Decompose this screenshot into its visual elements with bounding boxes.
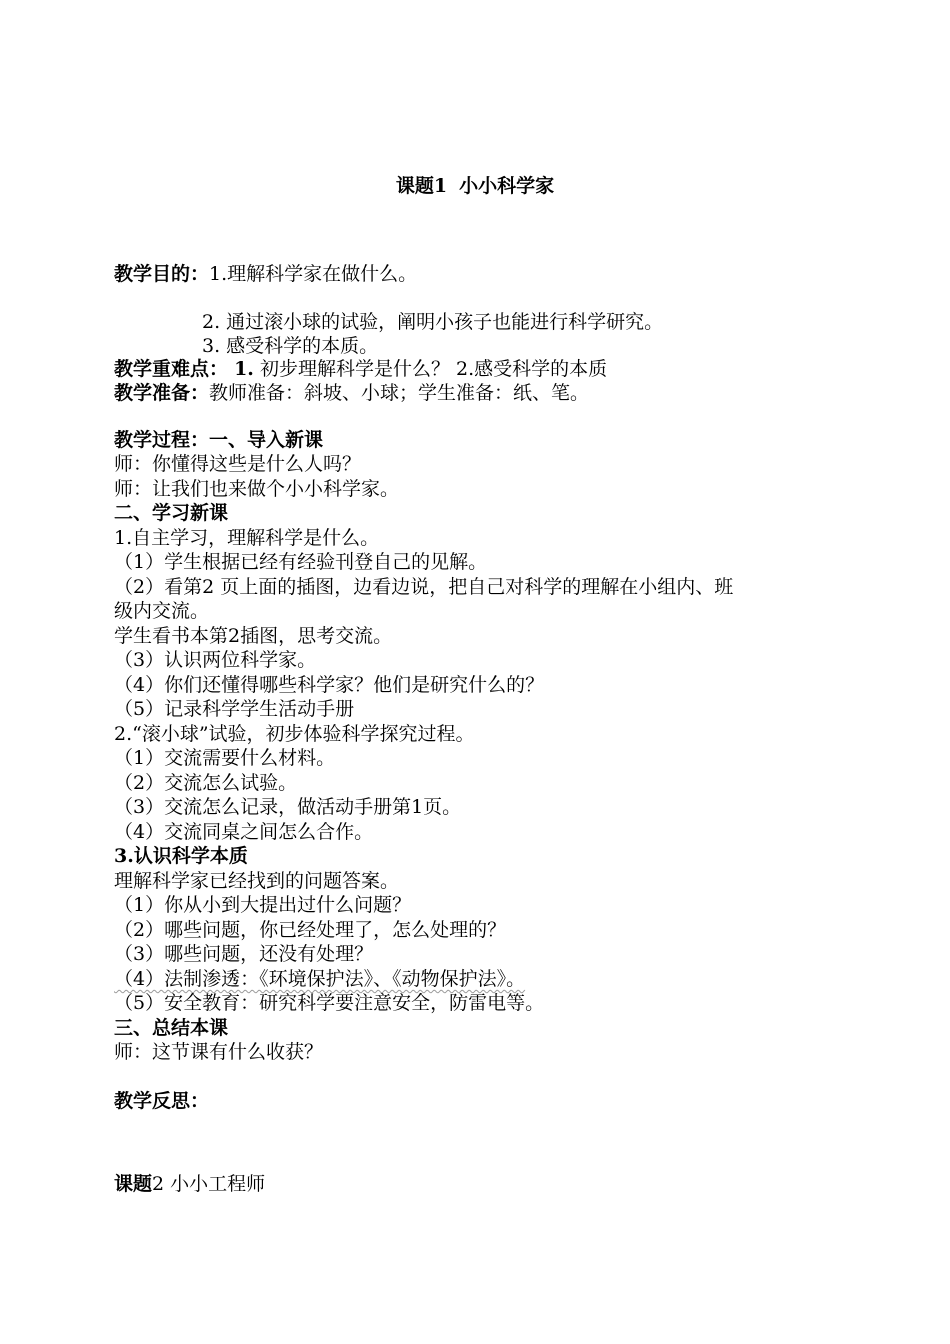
text-line: 学生看书本第2插图，思考交流。 [114,625,393,647]
text-line: （1）交流需要什么材料。 [114,747,336,769]
section-new-lesson-heading: 二、学习新课 [114,502,229,524]
text-line: 2.“滚小球”试验，初步体验科学探究过程。 [114,723,475,745]
text-line: （3）交流怎么记录，做活动手册第1页。 [114,796,462,818]
text-line [114,967,525,991]
text-line: （2）哪些问题，你已经处理了，怎么处理的？ [114,919,507,941]
text-line: （4）你们还懂得哪些科学家？他们是研究什么的？ [114,674,545,696]
text-line: 师：这节课有什么收获？ [114,1041,324,1063]
text-line: 1.自主学习，理解科学是什么。 [114,527,380,549]
text-line: （2）交流怎么试验。 [114,772,298,794]
objective-2: 2. 通过滚小球的试验，阐明小孩子也能进行科学研究。 [202,311,664,333]
text-line: 理解科学家已经找到的问题答案。 [114,870,400,892]
text-line: （5）安全教育：研究科学要注意安全，防雷电等。 [114,992,545,1014]
key-points-label: 教学重难点： [114,358,229,380]
preparation-label: 教学准备： [114,382,210,404]
text-line: （3）哪些问题，还没有处理？ [114,943,374,965]
objectives-line [114,262,417,286]
law-education-text: （4）法制渗透：《环境保护法》、《动物保护法》。 [114,968,526,990]
text-line: （1）你从小到大提出过什么问题？ [114,894,412,916]
objective-1: 1.理解科学家在做什么。 [209,263,418,285]
title-label: 课题1 [395,175,448,197]
text-line: （4）交流同桌之间怎么合作。 [114,821,374,843]
next-title-name: 2 小小工程师 [152,1173,266,1195]
text-line: （5）记录科学学生活动手册 [114,698,355,720]
reflection-label: 教学反思： [114,1090,210,1112]
next-lesson-title [114,1172,265,1196]
section-intro-heading: 一、导入新课 [209,429,324,451]
section-summary-heading: 三、总结本课 [114,1017,229,1039]
objective-3: 3. 感受科学的本质。 [202,335,379,357]
text-line: 级内交流。 [114,600,210,622]
key-points-text: 初步理解科学是什么？ 2.感受科学的本质 [259,358,608,380]
text-line: （2）看第2 页上面的插图，边看边说，把自己对科学的理解在小组内、班 [114,576,734,598]
key-points-line [114,357,607,381]
preparation-line [114,381,589,405]
process-label: 教学过程： [114,429,210,451]
text-line: 师：让我们也来做个小小科学家。 [114,478,400,500]
process-heading [114,428,323,452]
text-line: 师：你懂得这些是什么人吗？ [114,453,362,475]
section-science-nature-heading: 3.认识科学本质 [114,845,248,867]
text-line: （1）学生根据已经有经验刊登自己的见解。 [114,551,488,573]
text-line: （3）认识两位科学家。 [114,649,317,671]
page-title [0,173,950,199]
objectives-label: 教学目的： [114,263,210,285]
key-points-num: 1. [234,358,254,380]
title-name: 小小科学家 [459,175,555,197]
preparation-text: 教师准备：斜坡、小球；学生准备：纸、笔。 [209,382,590,404]
next-title-label: 课题 [114,1173,153,1195]
